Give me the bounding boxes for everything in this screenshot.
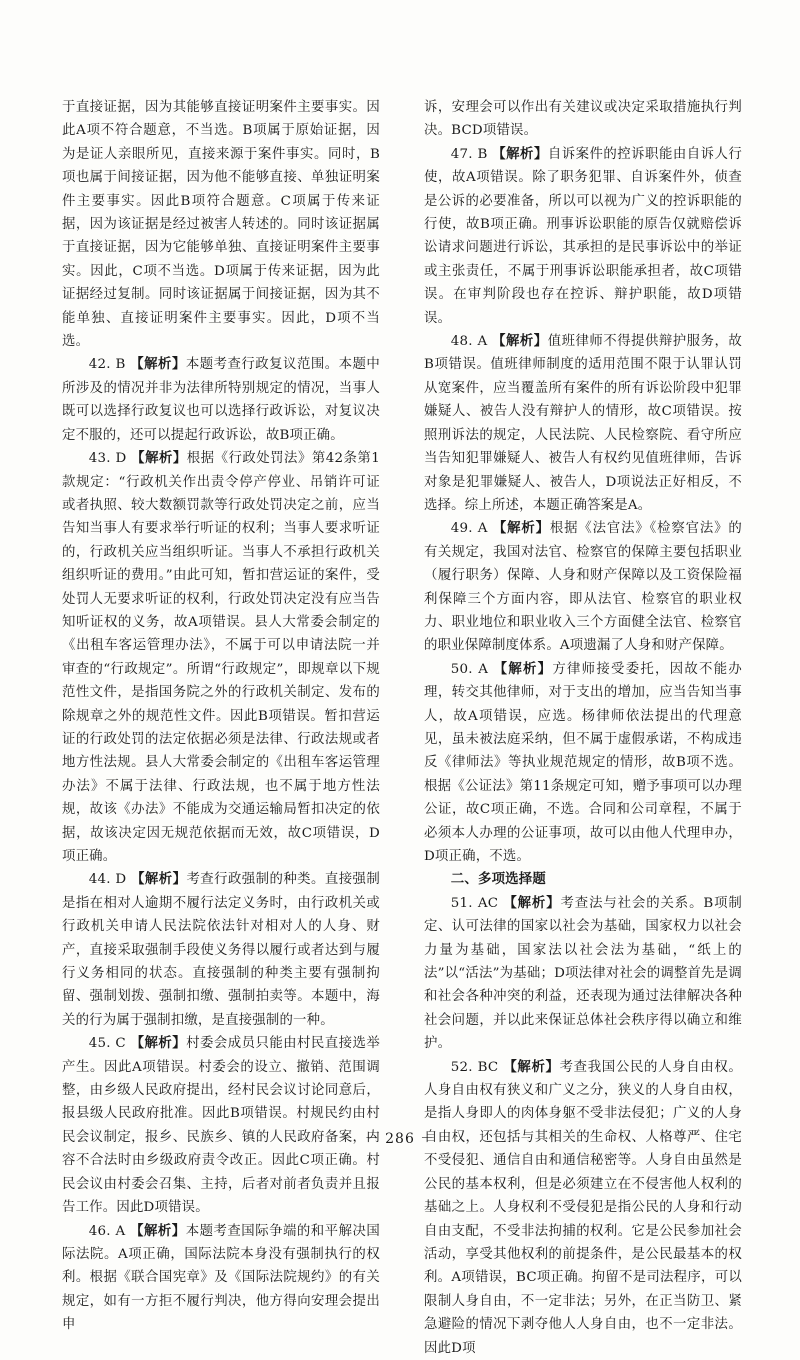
left-column <box>62 96 380 1337</box>
continued-paragraph <box>62 96 380 353</box>
answer-text: 于直接证据，因为其能够直接证明案件主要事实。因此A项不符合题意，不当选。B项属于原始证据，因为是证人亲眼所见，直接来源于案件事实。同时，B项也属于间接证据，因为他不能够直接、单独证明案件主要事实。因此B项符合题意。C项属于传来证据，因为该证据是经过被害人转述的。同时该证据属于直接证据，因为它能够单独、直接证明案件主要事实。因此，C项不当选。D项属于传来证据，因为此证据经过复制。同时该证据属于间接证据，因为其不能单独、直接证明案件主要事实。因此，D项不当选。 <box>62 100 380 350</box>
answer-number: 51. AC <box>450 895 499 911</box>
answer-text: 考查我国公民的人身自由权。人身自由权有狭义和广义之分，狭义的人身自由权，是指人身即人的肉体身躯不受非法侵犯；广义的人身自由权，还包括与其相关的生命权、人格尊严、住宅不受侵犯、通信自由和通信秘密等。人身自由虽然是公民的基本权利，但是必须建立在不侵害他人权利的基础之上。人身权利不受侵犯是指公民的人身和行动自由支配，不受非法拘捕的权利。它是公民参加社会活动，享受其他权利的前提条件，是公民最基本的权利。A项错误，BC项正确。拘留不是司法程序，可以限制人身自由，不一定非法；另外，在正当防卫、紧急避险的情况下剥夺他人人身自由，也不一定非法。因此D项 <box>424 1059 743 1356</box>
answer-number: 47. B <box>450 146 488 162</box>
answer-number: 48. A <box>450 334 488 350</box>
answer-number: 44. D <box>88 872 127 888</box>
answer-text: 村委会成员只能由村民直接选举产生。因此A项错误。村委会的设立、撤销、范围调整，由乡级人民政府提出，经村民会议讨论同意后，报县级人民政府批准。因此B项错误。村规民约由村民会议制定，报乡、民族乡、镇的人民政府备案，内容不合法时由乡级政府责令改正。因此C项正确。村民会议由村委会召集、主持，后者对前者负责并且报告工作。因此D项错误。 <box>62 1036 380 1216</box>
answer-number: 50. A <box>450 661 489 677</box>
answer-number: 52. BC <box>450 1059 499 1075</box>
section-heading: 二、多项选择题 <box>450 871 546 888</box>
answer-text: 根据《法官法》《检察官法》的有关规定，我国对法官、检察官的保障主要包括职业（履行职务）保障、人身和财产保障以及工资保险福利保障三个方面内容，即从法官、检察官的职业权力、职业地位和职业收入三个方面健全法官、检察官的职业保障制度体系。A项遗漏了人身和财产保障。 <box>424 521 743 654</box>
answer-text: 考查法与社会的关系。B项制定、认可法律的国家以社会为基础，国家权力以社会力量为基础，国家法以社会法为基础，“纸上的法”以“活法”为基础；D项法律对社会的调整首先是调和社会各种冲突的利益，还表现为通过法律解决各种社会问题，并以此来保证总体社会秩序得以确立和维护。 <box>424 895 742 1052</box>
answer-item <box>62 353 380 447</box>
answer-number: 45. C <box>88 1036 126 1052</box>
answer-item <box>62 1220 380 1337</box>
answer-item <box>424 330 742 517</box>
answer-number: 43. D <box>88 451 127 467</box>
analysis-label: 【 解析 】 <box>492 333 548 349</box>
answer-item <box>424 1056 742 1360</box>
right-column <box>424 96 742 1360</box>
answer-text: 值班律师不得提供辩护服务，故B项错误。值班律师制度的适用范围不限于认罪认罚从宽案件，应当覆盖所有案件的所有诉讼阶段中犯罪嫌疑人、被告人没有辩护人的情形，故C项错误。按照刑诉法的规定，人民法院、人民检察院、看守所应当告知犯罪嫌疑人、被告人有权约见值班律师，告诉对象是犯罪嫌疑人、被告人，D项说法正好相反，不选择。综上所述，本题正确答案是A。 <box>424 334 742 513</box>
continued-paragraph <box>424 96 742 143</box>
analysis-label: 【 解析 】 <box>492 146 548 162</box>
page-number: － 286 － <box>364 1131 436 1147</box>
analysis-label: 【 解析 】 <box>503 895 560 911</box>
analysis-label: 【 解析 】 <box>131 871 186 887</box>
answer-text: 诉，安理会可以作出有关建议或决定采取措施执行判决。BCD项错误。 <box>424 100 742 139</box>
answer-item <box>424 892 742 1056</box>
answer-text: 考查行政强制的种类。直接强制是指在相对人逾期不履行法定义务时，由行政机关或行政机关申请人民法院依法针对相对人的人身、财产，直接采取强制手段使义务得以履行或者达到与履行义务相同的状态。直接强制的种类主要有强制拘留、强制划拨、强制扣缴、强制拍卖等。本题中，海关的行为属于强制扣缴，是直接强制的一种。 <box>62 872 380 1028</box>
answer-item <box>62 868 380 1032</box>
analysis-label: 【 解析 】 <box>131 450 187 466</box>
answer-item <box>424 658 742 869</box>
analysis-label: 【 解析 】 <box>131 1035 187 1051</box>
analysis-label: 【 解析 】 <box>494 661 553 677</box>
analysis-label: 【 解析 】 <box>493 520 550 536</box>
answer-number: 46. A <box>88 1223 126 1239</box>
answer-text: 自诉案件的控诉职能由自诉人行使，故A项错误。除了职务犯罪、自诉案件外，侦查是公诉的必要准备，所以可以视为广义的控诉职能的行使，故B项正确。刑事诉讼职能的原告仅就赔偿诉讼请求问题进行诉讼，其承担的是民事诉讼中的举证或主张责任，不属于刑事诉讼职能承担者，故C项错误。在审判阶段也存在控诉、辩护职能，故D项错误。 <box>424 146 742 326</box>
answer-number: 49. A <box>450 521 488 537</box>
answer-text: 本题考查国际争端的和平解决国际法院。A项正确，国际法院本身没有强制执行的权利。根据《联合国宪章》及《国际法院规约》的有关规定，如有一方拒不履行判决，他方得向安理会提出申 <box>62 1223 380 1333</box>
analysis-label: 【 解析 】 <box>130 1223 186 1239</box>
answer-item <box>62 447 380 868</box>
analysis-label: 【 解析 】 <box>130 356 186 372</box>
answer-text: 方律师接受委托，因故不能办理，转交其他律师，对于支出的增加，应当告知当事人，故A项错误，应选。杨律师依法提出的代理意见，虽未被法庭采纳，但不属于虚假承诺，不构成违反《律师法》等执业规范规定的情形，故B项不选。根据《公证法》第11条规定可知，赠予事项可以办理公证，故C项正确，不选。合同和公司章程，不属于必须本人办理的公证事项，故可以由他人代理申办，D项正确，不选。 <box>424 661 742 864</box>
answer-item <box>424 143 742 330</box>
answer-text: 根据《行政处罚法》第42条第1款规定：“行政机关作出责令停产停业、吊销许可证或者执照、较大数额罚款等行政处罚决定之前，应当告知当事人有要求举行听证的权利；当事人要求听证的，行政机关应当组织听证。当事人不承担行政机关组织听证的费用。”由此可知，暂扣营运证的案件，受处罚人无要求听证的权利，行政处罚决定没有应当告知听证权的义务，故A项错误。县人大常委会制定的《出租车客运管理办法》，不属于可以申请法院一并审查的“行政规定”。所谓“行政规定”，即规章以下规范性文件，是指国务院之外的行政机关制定、发布的除规章之外的规范性文件。因此B项错误。暂扣营运证的行政处罚的法定依据必须是法律、行政法规或者地方性法规。县人大常委会制定的《出租车客运管理办法》不属于法律、行政法规，也不属于地方性法规，故该《办法》不能成为交通运输局暂扣决定的依据，故该决定因无规范依据而无效，故C项错误，D项正确。 <box>62 451 381 864</box>
answer-item <box>62 1032 380 1219</box>
analysis-label: 【 解析 】 <box>503 1059 559 1075</box>
answer-text: 本题考查行政复议范围。本题中所涉及的情况并非为法律所特别规定的情况，当事人既可以选择行政复议也可以选择行政诉讼，对复议决定不服的，还可以提起行政诉讼，故B项正确。 <box>62 357 380 443</box>
answer-number: 42. B <box>88 357 126 373</box>
answer-item <box>424 517 742 657</box>
